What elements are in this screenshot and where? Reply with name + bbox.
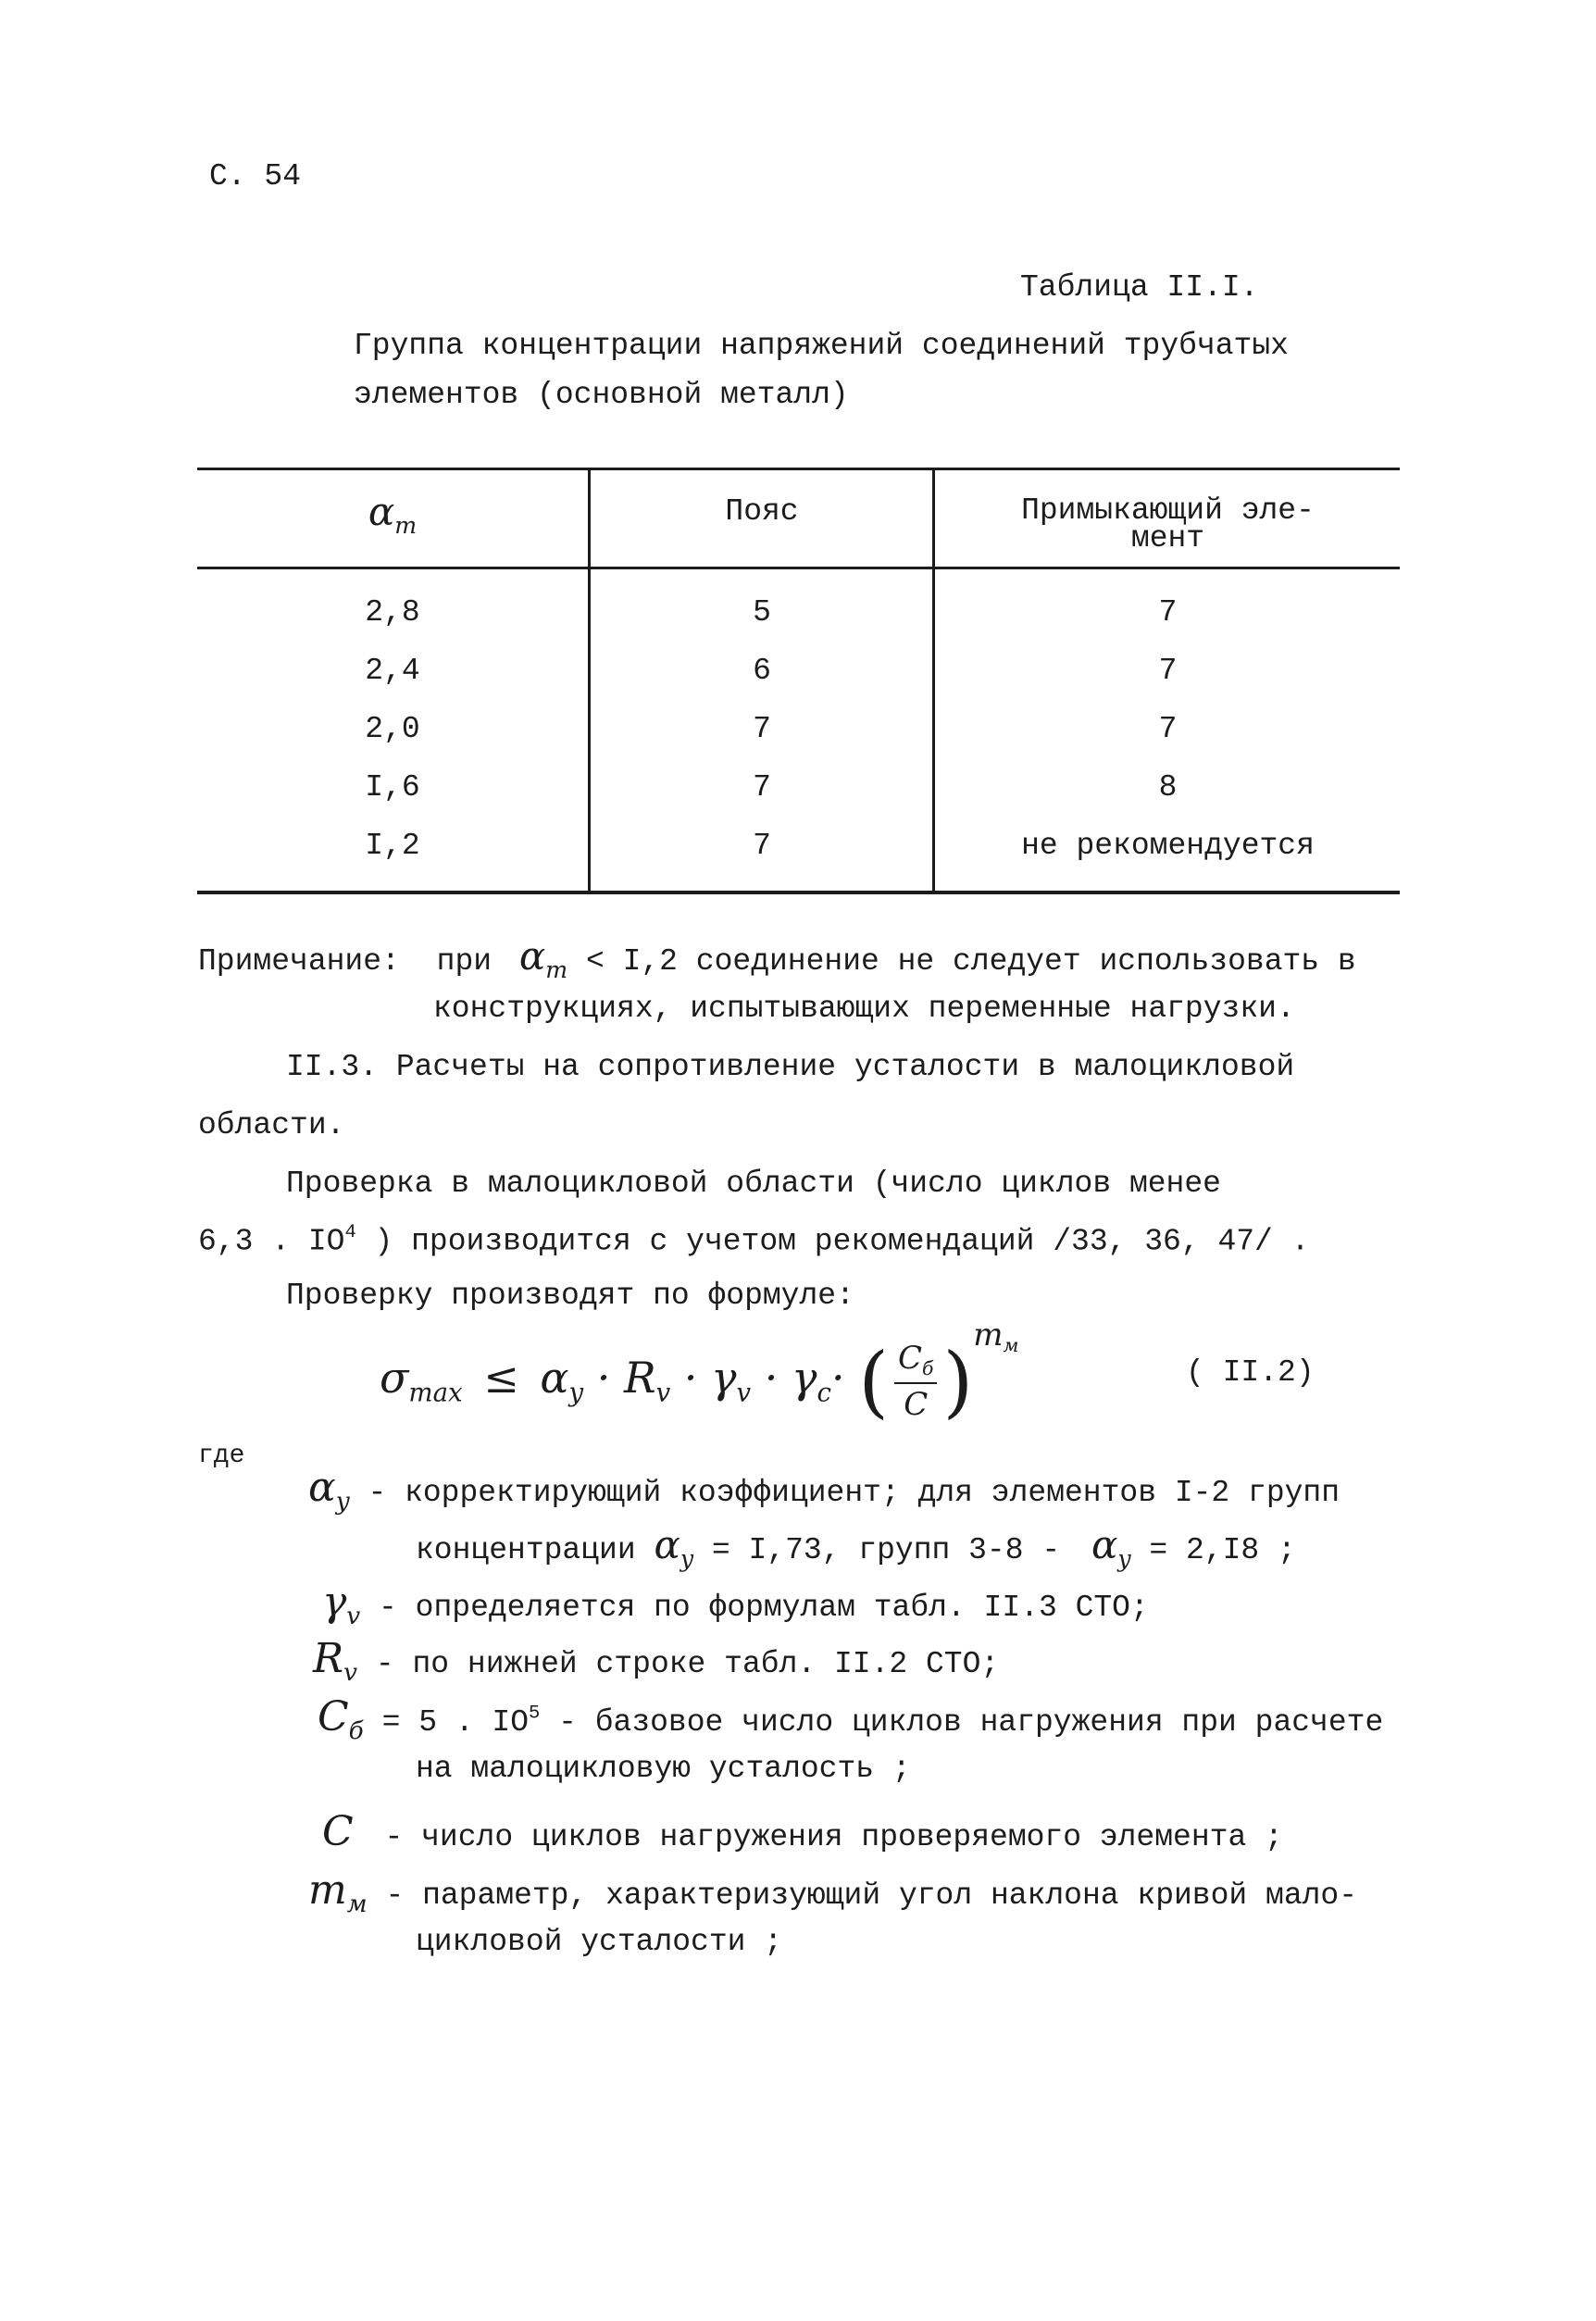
note-alpha-symbol: $\alpha_m$ bbox=[518, 933, 568, 983]
cell-alpha: 2,8 bbox=[365, 595, 420, 630]
table-label: Таблица II.I. bbox=[1020, 270, 1259, 305]
section-heading-line1: II.3. Расчеты на сопротивление усталости в малоцикловой bbox=[286, 1050, 1295, 1084]
note-line2: конструкциях, испытывающих переменные нагрузки. bbox=[433, 992, 1295, 1026]
cell-adjoining: 7 bbox=[1158, 654, 1178, 688]
definition-r-v: $R_v$ - по нижней строке табл. II.2 СТО; bbox=[313, 1635, 1000, 1688]
cell-belt: 7 bbox=[753, 770, 771, 805]
note-label: Примечание: bbox=[198, 944, 400, 979]
formula-number: ( II.2) bbox=[1186, 1355, 1315, 1390]
definition-c-base: $C_б = 5$ . $IO^5$ - базовое число циклов нагружения при расчете bbox=[318, 1693, 1384, 1746]
table-top-rule bbox=[197, 468, 1400, 470]
fatigue-formula: $\sigma_{max} \le \alpha_y \cdot R_v \cdot \gamma_v \cdot \gamma_c\cdot$ ( $\frac{C_б}{C}$ )$^{m_м}$ bbox=[380, 1316, 1019, 1427]
cell-belt: 7 bbox=[753, 712, 771, 746]
definition-m-m-line2: цикловой усталости ; bbox=[416, 1925, 783, 1959]
cell-adjoining: не рекомендуется bbox=[1021, 829, 1315, 863]
cell-belt: 7 bbox=[753, 829, 771, 863]
definition-c-base-line2: на малоцикловую усталость ; bbox=[416, 1752, 911, 1786]
section-heading-line2: области. bbox=[198, 1108, 345, 1142]
table-header-rule bbox=[197, 567, 1400, 569]
header-adjoining: Примыкающий эле- мент bbox=[1021, 493, 1315, 555]
check-line3: Проверку производят по формуле: bbox=[286, 1279, 854, 1313]
definition-m-m: $m_м$ - параметр, характеризующий угол наклона кривой мало- bbox=[308, 1866, 1358, 1919]
cell-adjoining: 7 bbox=[1158, 595, 1178, 630]
cell-belt: 5 bbox=[753, 595, 771, 630]
cell-alpha: 2,0 bbox=[365, 712, 420, 746]
page-number: С. 54 bbox=[209, 159, 302, 193]
where-label: где bbox=[198, 1441, 245, 1470]
check-line2: 6,3 . $IO^4$ ) производится с учетом рекомендаций /33, 36, 47/ . bbox=[198, 1222, 1310, 1259]
header-belt: Пояс bbox=[725, 494, 799, 529]
definition-alpha-y-line2: концентрации $\alpha_y = I,73$, групп $3-8 - \alpha_y = 2,I8$ ; bbox=[416, 1522, 1296, 1572]
note-line1: Примечание: при $\alpha_m < I,2$ соединение не следует использовать в bbox=[198, 933, 1356, 983]
cell-adjoining: 8 bbox=[1158, 770, 1178, 805]
table-bottom-rule bbox=[197, 891, 1400, 894]
header-alpha-m: $\alpha_m$ bbox=[368, 489, 418, 539]
cell-alpha: 2,4 bbox=[365, 654, 420, 688]
definition-alpha-y: $\alpha_y$ - корректирующий коэффициент; для элементов I-2 групп bbox=[308, 1464, 1340, 1516]
definition-gamma-v: $\gamma_v$ - определяется по формулам табл. II.3 СТО; bbox=[322, 1579, 1149, 1631]
definition-c: C - число циклов нагружения проверяемого элемента ; bbox=[322, 1808, 1283, 1855]
cell-alpha: I,2 bbox=[365, 829, 420, 863]
table-caption-line1: Группа концентрации напряжений соединений трубчатых bbox=[354, 329, 1289, 363]
cell-alpha: I,6 bbox=[365, 770, 420, 805]
cell-adjoining: 7 bbox=[1158, 712, 1178, 746]
cell-belt: 6 bbox=[753, 654, 771, 688]
table-caption-line2: элементов (основной металл) bbox=[354, 378, 849, 412]
check-line1: Проверка в малоцикловой области (число циклов менее bbox=[286, 1167, 1221, 1201]
